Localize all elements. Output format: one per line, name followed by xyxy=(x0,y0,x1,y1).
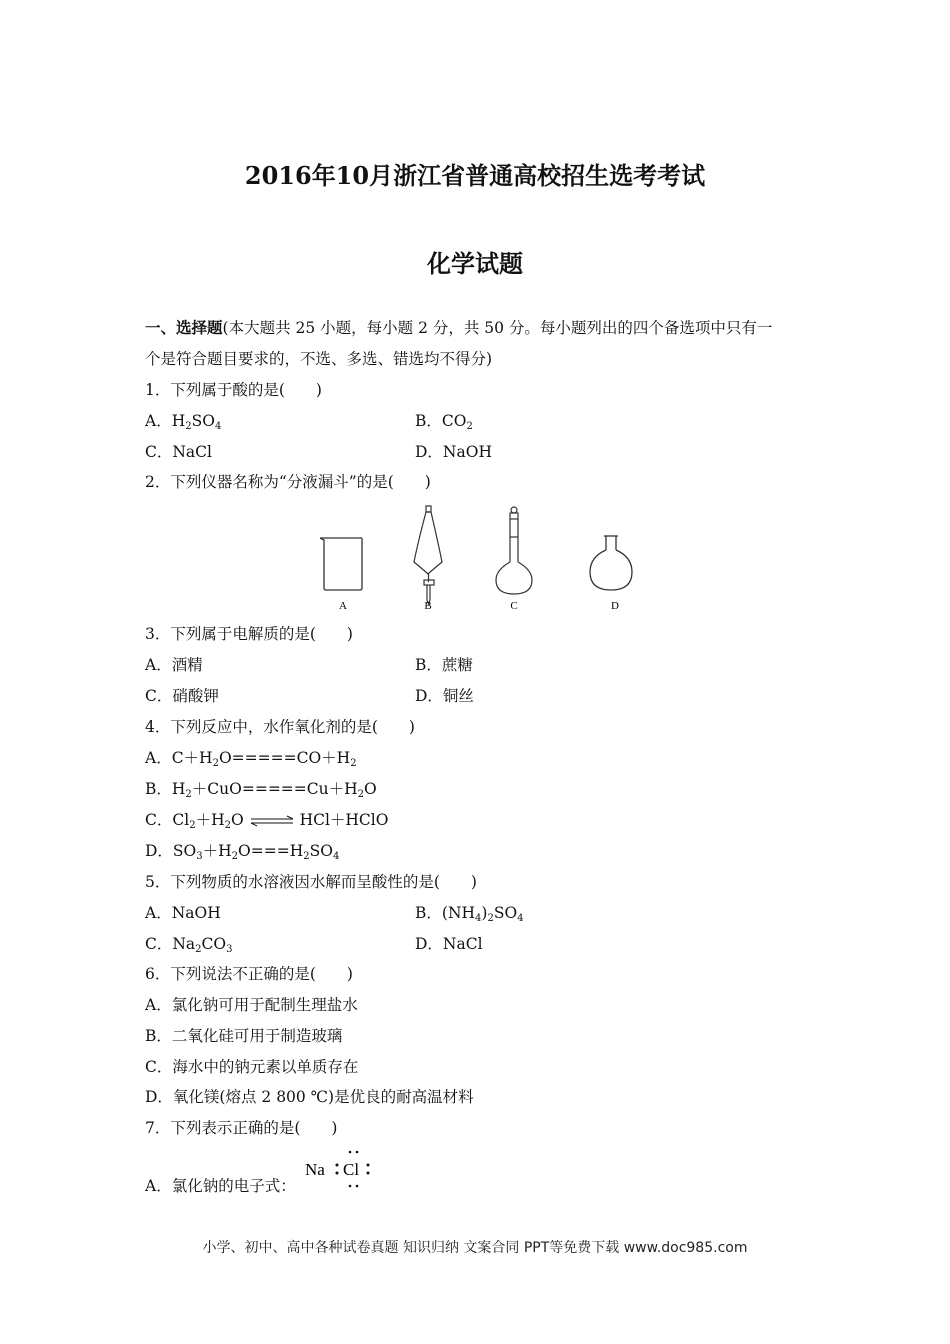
q1-stem: 1．下列属于酸的是( ) xyxy=(145,381,322,399)
exam-subtitle: 化学试题 xyxy=(427,249,523,278)
q4-option-b: B．$H_2+CuO=====Cu+H_2O$ xyxy=(145,780,377,800)
q2-stem: 2．下列仪器名称为“分液漏斗”的是( ) xyxy=(145,473,431,491)
volumetric-flask-icon xyxy=(496,507,532,594)
q5-option-a: A．NaOH xyxy=(145,904,221,922)
beaker-icon xyxy=(320,538,362,590)
section-header xyxy=(145,318,772,338)
q4-stem: 4．下列反应中，水作氧化剂的是( ) xyxy=(145,718,415,736)
q3-option-d: D．铜丝 xyxy=(415,687,474,705)
q6-option-c: C．海水中的钠元素以单质存在 xyxy=(145,1058,359,1076)
q1-option-d: D．NaOH xyxy=(415,443,492,461)
q3-option-c: C．硝酸钾 xyxy=(145,687,219,705)
section-desc-2: 个是符合题目要求的，不选、多选、错选均不得分) xyxy=(145,350,493,368)
q6-option-a: A．氯化钠可用于配制生理盐水 xyxy=(145,996,358,1014)
q6-stem: 6．下列说法不正确的是( ) xyxy=(145,965,353,983)
formula-na: Na xyxy=(305,1160,325,1179)
q5-option-c: C．$Na_2CO_3$ xyxy=(145,935,233,955)
q5-option-b: B．$(NH_4)_2SO_4$ xyxy=(415,904,524,924)
reversible-arrow-icon xyxy=(249,815,295,827)
q7-stem: 7．下列表示正确的是( ) xyxy=(145,1119,338,1137)
q5-stem: 5．下列物质的水溶液因水解而呈酸性的是( ) xyxy=(145,873,477,891)
figure-label-c: C xyxy=(510,600,518,612)
figure-label-a: A xyxy=(339,600,347,612)
section-heading: 一、选择题 xyxy=(145,318,223,337)
q6-option-b: B．二氧化硅可用于制造玻璃 xyxy=(145,1027,343,1045)
lab-apparatus-figure xyxy=(300,502,650,617)
q1-option-c: C．NaCl xyxy=(145,443,212,461)
formula-cl: Cl xyxy=(343,1160,360,1179)
q7-option-a: A．氯化钠的电子式： xyxy=(145,1177,296,1195)
q3-option-b: B．蔗糖 xyxy=(415,656,473,674)
exam-title: 2016年10月浙江省普通高校招生选考考试 xyxy=(244,161,706,190)
section-desc-1: (本大题共 25 小题，每小题 2 分，共 50 分。每小题列出的四个备选项中只有一 xyxy=(222,319,773,337)
round-bottom-flask-icon xyxy=(590,536,632,590)
separatory-funnel-icon xyxy=(414,506,442,604)
q5-option-d: D．NaCl xyxy=(415,935,483,953)
figure-label-d: D xyxy=(611,600,619,612)
q3-stem: 3．下列属于电解质的是( ) xyxy=(145,625,353,643)
q4-option-d: D．$SO_3+H_2O===H_2SO_4$ xyxy=(145,842,340,862)
q4-option-c: C．$Cl_2+H_2O$ HCl＋HClO xyxy=(145,811,389,831)
page-footer: 小学、初中、高中各种试卷真题 知识归纳 文案合同 PPT等免费下载 www.doc985.com xyxy=(202,1240,748,1256)
q4-option-a: A．$C+H_2O=====CO+H_2$ xyxy=(145,749,357,769)
figure-label-b: B xyxy=(424,600,432,612)
electron-dot-formula xyxy=(305,1140,385,1200)
q6-option-d: D．氧化镁(熔点 2 800 ℃)是优良的耐高温材料 xyxy=(145,1088,474,1106)
q3-option-a: A．酒精 xyxy=(145,656,203,674)
q1-option-b: B．$CO_2$ xyxy=(415,412,473,432)
q1-option-a: A．$H_2SO_4$ xyxy=(145,412,222,432)
